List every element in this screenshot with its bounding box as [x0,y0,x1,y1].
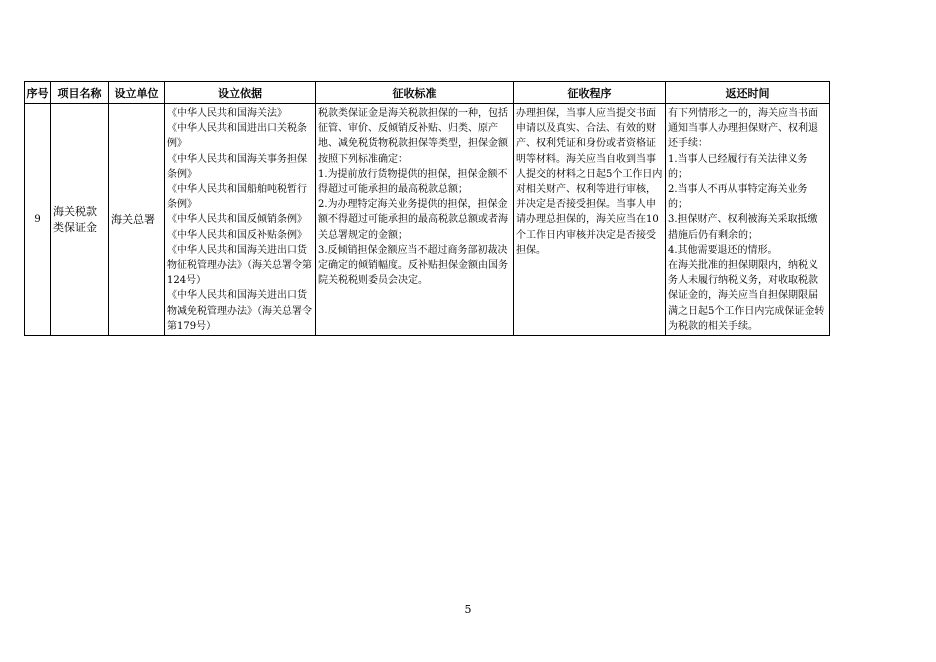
header-item-name: 项目名称 [51,82,109,104]
standard-line: 2.为办理特定海关业务提供的担保，担保金额不得超过可能承担的最高税款总额或者海关总署规定的金额； [318,199,508,241]
fee-table [24,81,830,336]
basis-line: 《中华人民共和国进出口关税条例》 [167,123,307,150]
refund-line: 2.当事人不再从事特定海关业务的； [668,184,808,211]
header-procedure: 征收程序 [514,82,666,104]
refund-line: 在海关批准的担保期限内，纳税义务人未履行纳税义务，对收取税款保证金的，海关应当自担保期限届满之日起5个工作日内完成保证金转为税款的相关手续。 [668,260,825,332]
row-procedure: 办理担保，当事人应当提交书面申请以及真实、合法、有效的财产、权利凭证和身份或者资格证明等材料。海关应当自收到当事人提交的材料之日起5个工作日内对相关财产、权利等进行审核，并决定是否接受担保。当事人申请办理总担保的，海关应当在10个工作日内审核并决定是否接受担保。 [514,104,666,336]
header-standard: 征收标准 [316,82,514,104]
header-basis: 设立依据 [165,82,316,104]
header-row [25,82,830,104]
standard-line: 1.为提前放行货物提供的担保，担保金额不得超过可能承担的最高税款总额； [318,168,508,196]
page-number: 5 [464,603,472,616]
row-standard [316,104,514,336]
row-refund-time [666,104,830,336]
basis-line: 《中华人民共和国海关法》 [167,108,287,119]
basis-line: 《中华人民共和国船舶吨税暂行条例》 [167,184,307,211]
refund-line: 1.当事人已经履行有关法律义务的； [668,153,808,180]
basis-line: 《中华人民共和国海关进出口货物减免税管理办法》（海关总署令第179号） [167,290,312,332]
row-unit: 海关总署 [109,104,165,336]
basis-line: 《中华人民共和国反补贴条例》 [167,229,307,241]
refund-line: 有下列情形之一的，海关应当书面通知当事人办理担保财产、权利退还手续： [668,108,818,150]
basis-line: 《中华人民共和国海关进出口货物征税管理办法》（海关总署令第124号） [167,244,312,287]
standard-line: 3.反倾销担保金额应当不超过商务部初裁决定确定的倾销幅度。反补贴担保金额由国务院关税税则委员会决定。 [318,244,508,287]
header-unit: 设立单位 [109,82,165,104]
header-refund-time: 返还时间 [666,82,830,104]
table-row [25,104,830,336]
standard-line: 税款类保证金是海关税款担保的一种，包括征管、审价、反倾销反补贴、归类、原产地、减免税货物税款担保等类型，担保金额按照下列标准确定： [318,108,508,165]
row-item-name: 海关税款类保证金 [51,104,109,336]
basis-line: 《中华人民共和国海关事务担保条例》 [167,153,307,180]
row-basis [165,104,316,336]
row-number: 9 [25,104,51,336]
refund-line: 4.其他需要退还的情形。 [668,244,778,256]
refund-line: 3.担保财产、权利被海关采取抵缴措施后仍有剩余的； [668,214,818,241]
header-number: 序号 [25,82,51,104]
basis-line: 《中华人民共和国反倾销条例》 [167,214,307,226]
